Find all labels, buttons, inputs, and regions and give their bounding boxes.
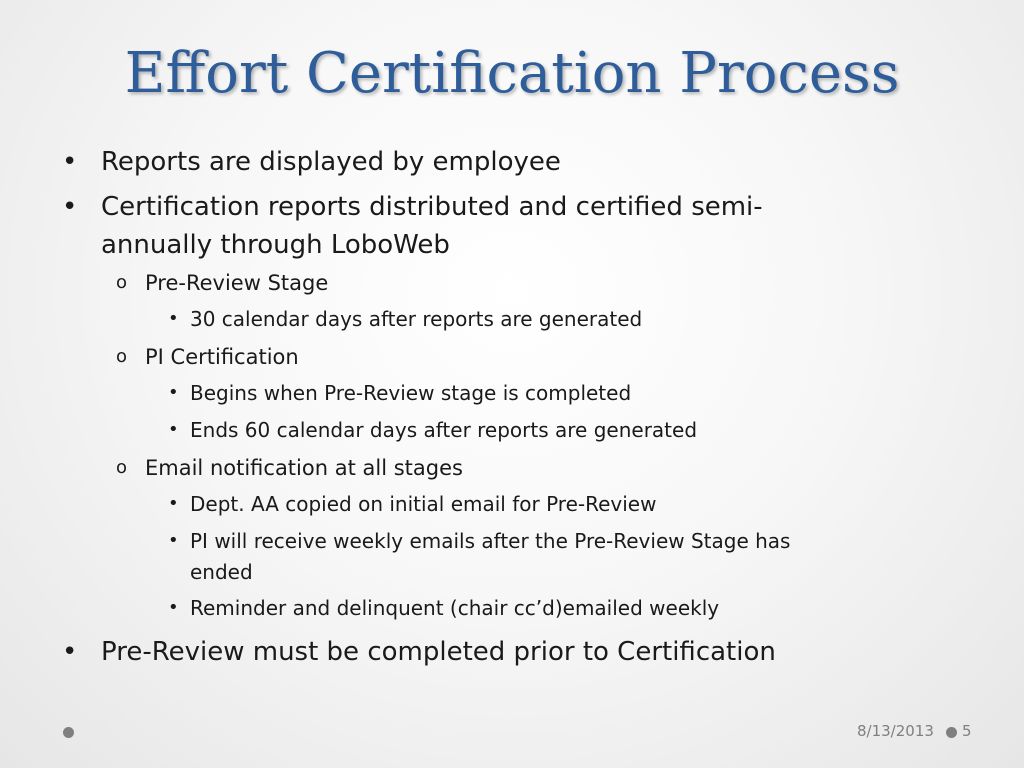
bullet-level3-text: 30 calendar days after reports are generated: [190, 307, 643, 331]
sub-bullet-marker: o: [116, 272, 128, 293]
footer-left-dot: [63, 727, 74, 738]
bullet-marker: •: [168, 597, 179, 618]
bullet-level2-text: Pre-Review Stage: [145, 271, 329, 295]
bullet-level3-text: Ends 60 calendar days after reports are generated: [190, 418, 698, 442]
footer-page-number: 5: [962, 722, 972, 740]
sub-bullet-marker: o: [116, 457, 128, 478]
bullet-marker: •: [168, 493, 179, 514]
bullet-level2-text: PI Certification: [145, 345, 299, 369]
bullet-level3-text: ended: [190, 560, 253, 584]
bullet-marker: •: [62, 192, 78, 222]
bullet-marker: •: [168, 308, 179, 329]
bullet-level3-text: PI will receive weekly emails after the Pre-Review Stage has: [190, 529, 791, 553]
bullet-level2-text: Email notification at all stages: [145, 456, 463, 480]
bullet-level3-text: Begins when Pre-Review stage is completed: [190, 381, 632, 405]
footer-date: 8/13/2013: [857, 722, 934, 740]
bullet-marker: •: [62, 147, 78, 177]
bullet-marker: •: [168, 530, 179, 551]
bullet-level1-text: Reports are displayed by employee: [101, 147, 561, 177]
bullet-level3-text: Reminder and delinquent (chair cc’d)emailed weekly: [190, 596, 720, 620]
sub-bullet-marker: o: [116, 346, 128, 367]
bullet-level3-text: Dept. AA copied on initial email for Pre-Review: [190, 492, 657, 516]
slide-title: Effort Certification Process: [124, 41, 900, 106]
bullet-marker: •: [168, 419, 179, 440]
bullet-level1-text: annually through LoboWeb: [101, 230, 450, 260]
bullet-level1-text: Certification reports distributed and certified semi-: [101, 192, 763, 222]
bullet-level1-text: Pre-Review must be completed prior to Certification: [101, 637, 776, 667]
bullet-marker: •: [62, 637, 78, 667]
footer-separator-dot: [946, 727, 957, 738]
bullet-marker: •: [168, 382, 179, 403]
